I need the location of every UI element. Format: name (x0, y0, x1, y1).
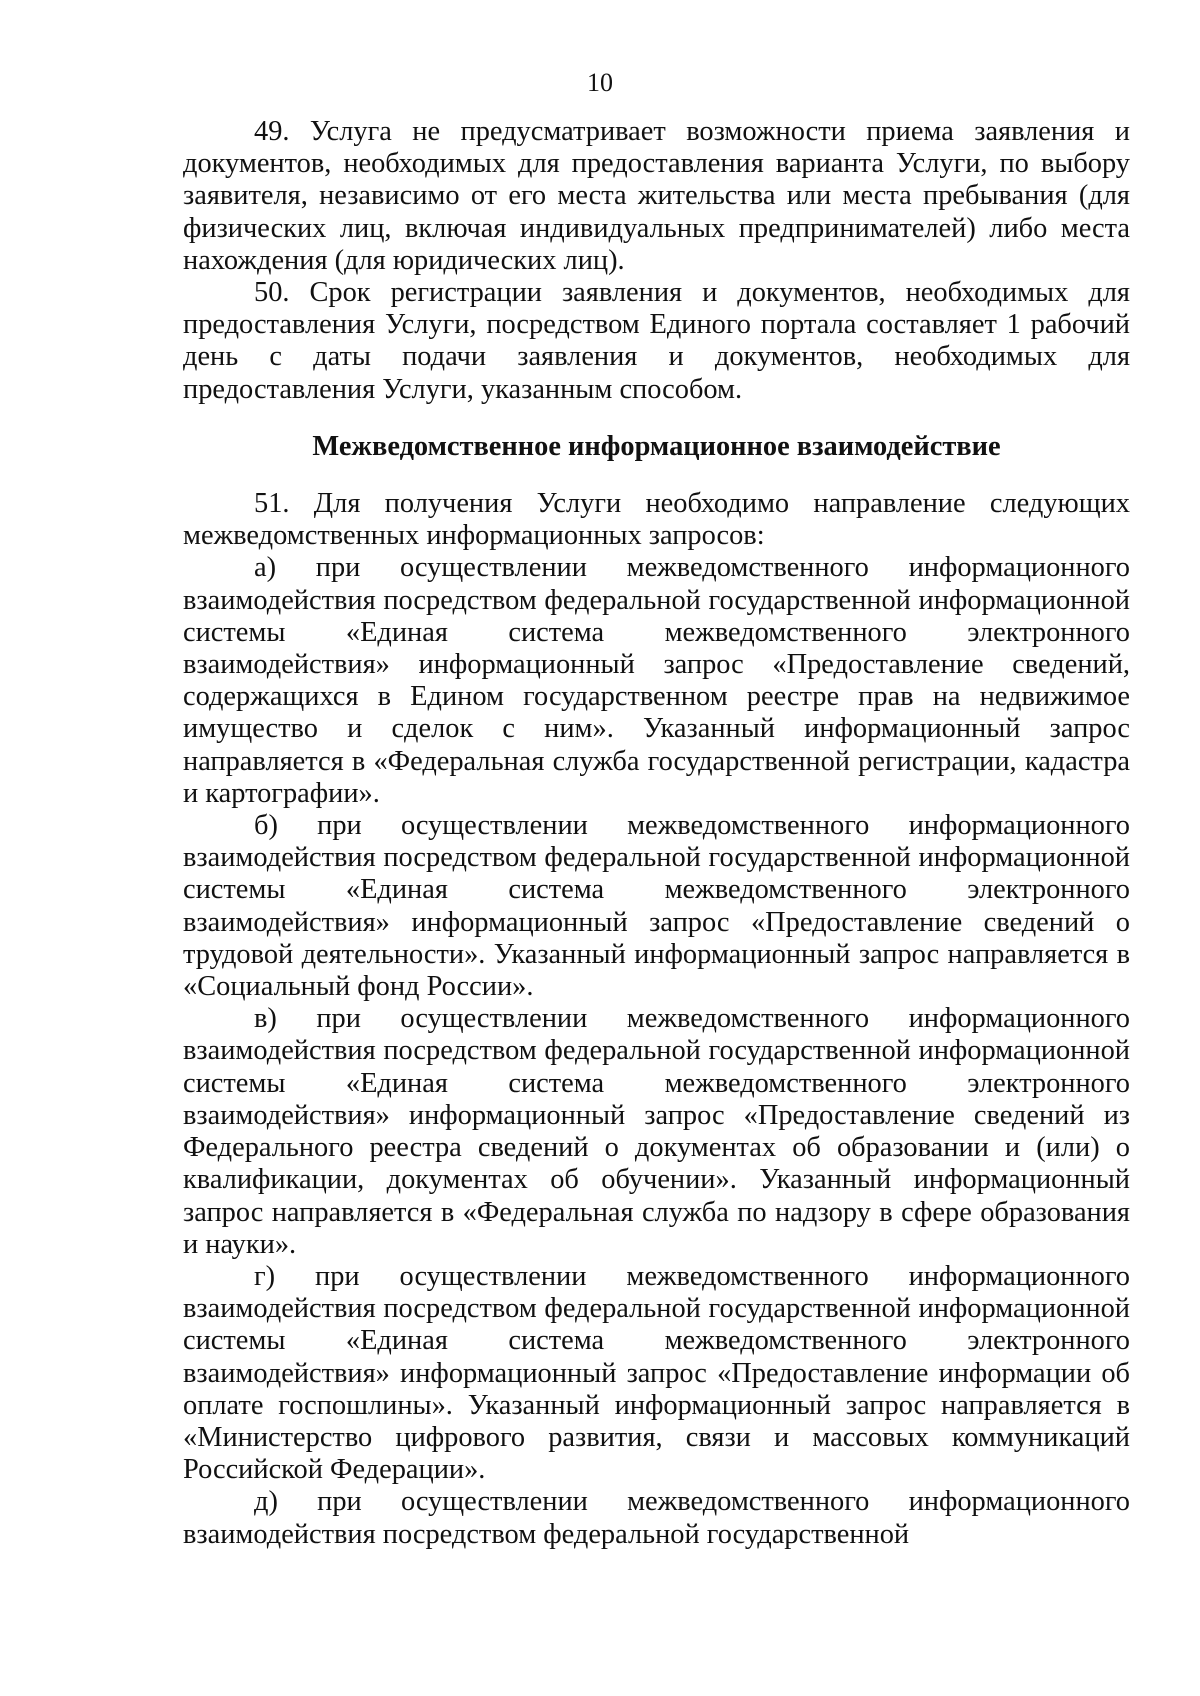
paragraph-51-item-d: д) при осуществлении межведомственного информационного взаимодействия посредством федеральной государственной (183, 1486, 1130, 1550)
paragraph-50: 50. Срок регистрации заявления и документов, необходимых для предоставления Услуги, посредством Единого портала составляет 1 рабочий день с даты подачи заявления и документов, необходимых для предоставления Услуги, указанным способом. (183, 277, 1130, 405)
paragraph-51: 51. Для получения Услуги необходимо направление следующих межведомственных информационных запросов: (183, 488, 1130, 552)
paragraph-51-item-a: а) при осуществлении межведомственного информационного взаимодействия посредством федеральной государственной информационной системы «Единая система межведомственного электронного взаимодействия» информационный запрос «Предоставление сведений, содержащихся в Едином государственном реестре прав на недвижимое имущество и сделок с ним». Указанный информационный запрос направляется в «Федеральная служба государственной регистрации, кадастра и картографии». (183, 552, 1130, 809)
paragraph-49: 49. Услуга не предусматривает возможности приема заявления и документов, необходимых для предоставления варианта Услуги, по выбору заявителя, независимо от его места жительства или места пребывания (для физических лиц, включая индивидуальных предпринимателей) либо места нахождения (для юридических лиц). (183, 116, 1130, 276)
paragraph-51-item-b: б) при осуществлении межведомственного информационного взаимодействия посредством федеральной государственной информационной системы «Единая система межведомственного электронного взаимодействия» информационный запрос «Предоставление сведений о трудовой деятельности». Указанный информационный запрос направляется в «Социальный фонд России». (183, 810, 1130, 1003)
section-heading: Межведомственное информационное взаимодействие (312, 430, 1001, 462)
page-number: 10 (587, 68, 613, 97)
document-body (183, 116, 1130, 1551)
paragraph-51-item-v: в) при осуществлении межведомственного информационного взаимодействия посредством федеральной государственной информационной системы «Единая система межведомственного электронного взаимодействия» информационный запрос «Предоставление сведений из Федерального реестра сведений о документах об образовании и (или) о квалификации, документах об обучении». Указанный информационный запрос направляется в «Федеральная служба по надзору в сфере образования и науки». (183, 1003, 1130, 1260)
paragraph-51-item-g: г) при осуществлении межведомственного информационного взаимодействия посредством федеральной государственной информационной системы «Единая система межведомственного электронного взаимодействия» информационный запрос «Предоставление информации об оплате госпошлины». Указанный информационный запрос направляется в «Министерство цифрового развития, связи и массовых коммуникаций Российской Федерации». (183, 1260, 1130, 1486)
